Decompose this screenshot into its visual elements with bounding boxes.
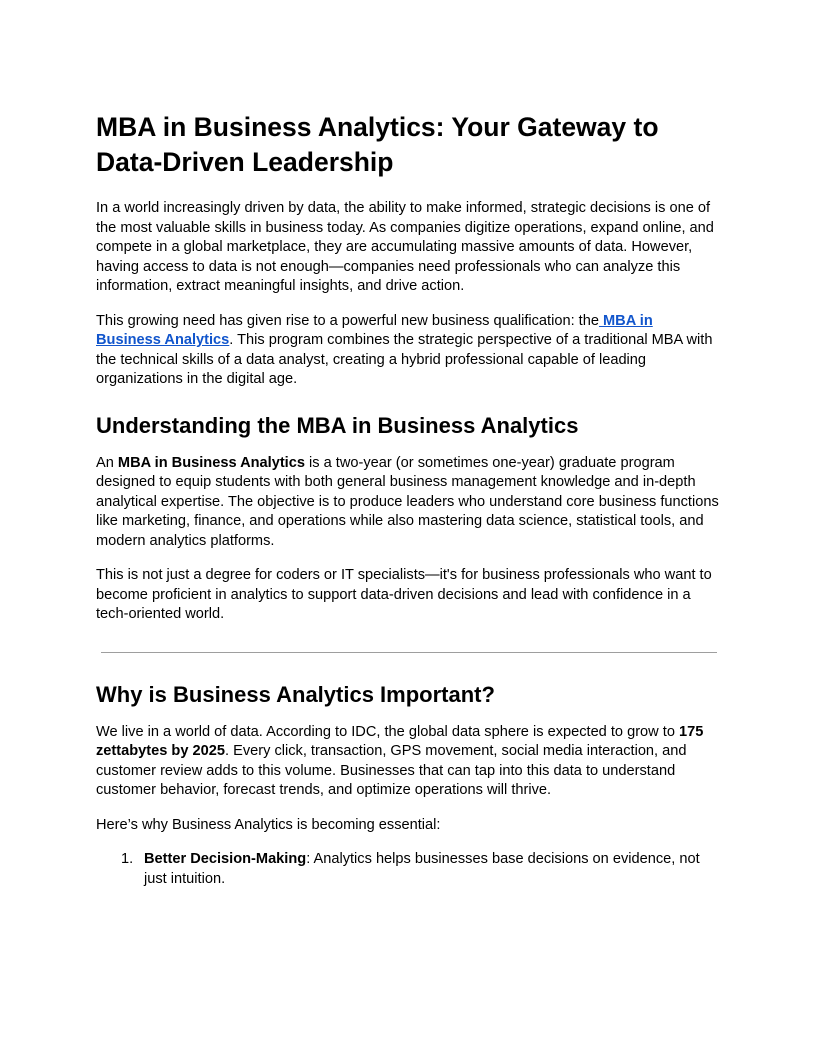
intro-paragraph-2 — [96, 312, 720, 390]
intro-paragraph-1: In a world increasingly driven by data, the ability to make informed, strategic decisions is one of the most valuable skills in business today. As companies digitize operations, expand online, and compete in a global marketplace, they are accumulating massive amounts of data. However, having access to data is not enough—companies need professionals who can analyze this information, extract meaningful insights, and drive action. — [96, 200, 714, 294]
understanding-paragraph-2: This is not just a degree for coders or IT specialists—it's for business professionals who want to become proficient in analytics to support data-driven decisions and lead with confidence in a tech-oriented world. — [96, 567, 712, 622]
why-paragraph-1-bold: 175 zettabytes by 2025 — [96, 723, 704, 759]
section-heading-why: Why is Business Analytics Important? — [96, 681, 495, 707]
understanding-paragraph-1-bold: MBA in Business Analytics — [117, 454, 305, 471]
list-item — [96, 850, 720, 889]
understanding-paragraph-1-before: An — [96, 454, 118, 471]
why-paragraph-2: Here’s why Business Analytics is becoming essential: — [96, 816, 441, 833]
section-divider — [101, 652, 717, 653]
page-title: MBA in Business Analytics: Your Gateway to Data-Driven Leadership — [96, 112, 659, 177]
understanding-paragraph-1 — [96, 454, 720, 552]
list-item-number: 1. — [121, 851, 134, 867]
intro-paragraph-2-text-before: This growing need has given rise to a powerful new business qualification: the — [96, 312, 599, 329]
list-item-bold: Better Decision-Making — [144, 851, 307, 867]
document-page — [96, 110, 720, 889]
reasons-list — [96, 850, 720, 889]
mba-business-analytics-link[interactable]: MBA in Business Analytics — [96, 312, 653, 348]
why-paragraph-1-after: . Every click, transaction, GPS movement, social media interaction, and customer review adds to this volume. Businesses that can tap into this data to understand customer behavior, forecast trends, and optimize operations will thrive. — [96, 743, 687, 798]
section-heading-understanding: Understanding the MBA in Business Analytics — [96, 412, 579, 438]
understanding-paragraph-1-after: is a two-year (or sometimes one-year) graduate program designed to equip students with both general business management knowledge and in-depth analytical expertise. The objective is to produce leaders who understand core business functions like marketing, finance, and operations while also mastering data science, statistical tools, and modern analytics platforms. — [96, 454, 719, 549]
intro-paragraph-2-text-after: . This program combines the strategic perspective of a traditional MBA with the technical skills of a data analyst, creating a hybrid professional capable of leading organizations in the digital age. — [96, 332, 713, 387]
why-paragraph-1-before: We live in a world of data. According to IDC, the global data sphere is expected to grow to — [96, 723, 679, 740]
list-item-text: : Analytics helps businesses base decisions on evidence, not just intuition. — [144, 851, 700, 887]
why-paragraph-1 — [96, 723, 720, 801]
